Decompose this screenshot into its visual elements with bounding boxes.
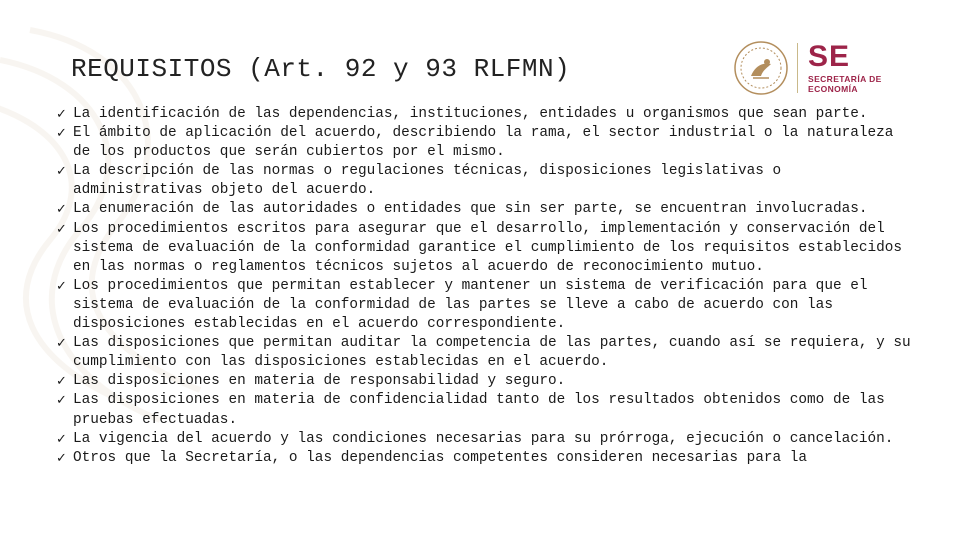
se-line2: ECONOMÍA: [808, 83, 858, 94]
list-item: [56, 200, 916, 219]
se-wordmark: [808, 39, 882, 94]
checkmark-icon: ✓: [56, 393, 67, 409]
list-item: [56, 372, 916, 391]
list-item-text: La enumeración de las autoridades o entidades que sin ser parte, se encuentran involucradas.: [73, 201, 868, 218]
page-title: REQUISITOS (Art. 92 y 93 RLFMN): [71, 54, 571, 84]
checkmark-icon: ✓: [56, 164, 67, 180]
list-item-text: Los procedimientos que permitan establecer y mantener un sistema de verificación para que el sistema de evaluación de la conformidad de las partes se lleve a cabo de acuerdo con las disposiciones establecidas en el acuerdo correspondiente.: [73, 277, 868, 333]
checkmark-icon: ✓: [56, 336, 67, 352]
list-item-text: La vigencia del acuerdo y las condiciones necesarias para su prórroga, ejecución o cancelación.: [73, 430, 894, 447]
secretaria-economia-logo: [733, 38, 933, 98]
list-item: [56, 430, 916, 449]
list-item-text: Otros que la Secretaría, o las dependencias competentes consideren necesarias para la: [73, 449, 808, 466]
checkmark-icon: ✓: [56, 107, 67, 122]
checkmark-icon: ✓: [56, 221, 67, 237]
requirements-list: [56, 105, 916, 468]
list-item-text: Los procedimientos escritos para asegurar que el desarrollo, implementación y conservación del sistema de evaluación de la conformidad garantice el cumplimiento de los requisitos establecidos en las normas o reglamentos técnicos sujetos al acuerdo de reconocimiento mutuo.: [73, 220, 903, 275]
list-item: [56, 277, 916, 334]
list-item: [56, 334, 916, 372]
list-item: [56, 391, 916, 429]
list-item: [56, 449, 916, 468]
checkmark-icon: ✓: [56, 126, 67, 142]
list-item: [56, 162, 916, 200]
logo-divider: [797, 43, 798, 93]
list-item-text: La descripción de las normas o regulaciones técnicas, disposiciones legislativas o administrativas objeto del acuerdo.: [73, 163, 782, 199]
checkmark-icon: ✓: [56, 374, 67, 390]
mexico-coat-of-arms-seal-icon: [733, 40, 789, 96]
checkmark-icon: ✓: [56, 431, 67, 447]
list-item-text: Las disposiciones en materia de confidencialidad tanto de los resultados obtenidos como de las pruebas efectuadas.: [73, 392, 885, 428]
list-item-text: Las disposiciones en materia de responsabilidad y seguro.: [73, 373, 566, 390]
se-line1: SECRETARÍA DE: [808, 73, 882, 84]
checkmark-icon: ✓: [56, 202, 67, 218]
list-item: [56, 220, 916, 277]
checkmark-icon: ✓: [56, 278, 67, 294]
list-item-text: Las disposiciones que permitan auditar la competencia de las partes, cuando así se requiera, y su cumplimiento con las disposiciones establecidas en el acuerdo.: [73, 335, 911, 371]
list-item: [56, 124, 916, 162]
se-mark: SE: [808, 39, 851, 73]
list-item-text: La identificación de las dependencias, instituciones, entidades u organismos que sean parte.: [73, 106, 868, 122]
checkmark-icon: ✓: [56, 450, 67, 466]
list-item-text: El ámbito de aplicación del acuerdo, describiendo la rama, el sector industrial o la naturaleza de los productos que serán cubiertos por el mismo.: [73, 125, 894, 161]
list-item: [56, 105, 916, 124]
